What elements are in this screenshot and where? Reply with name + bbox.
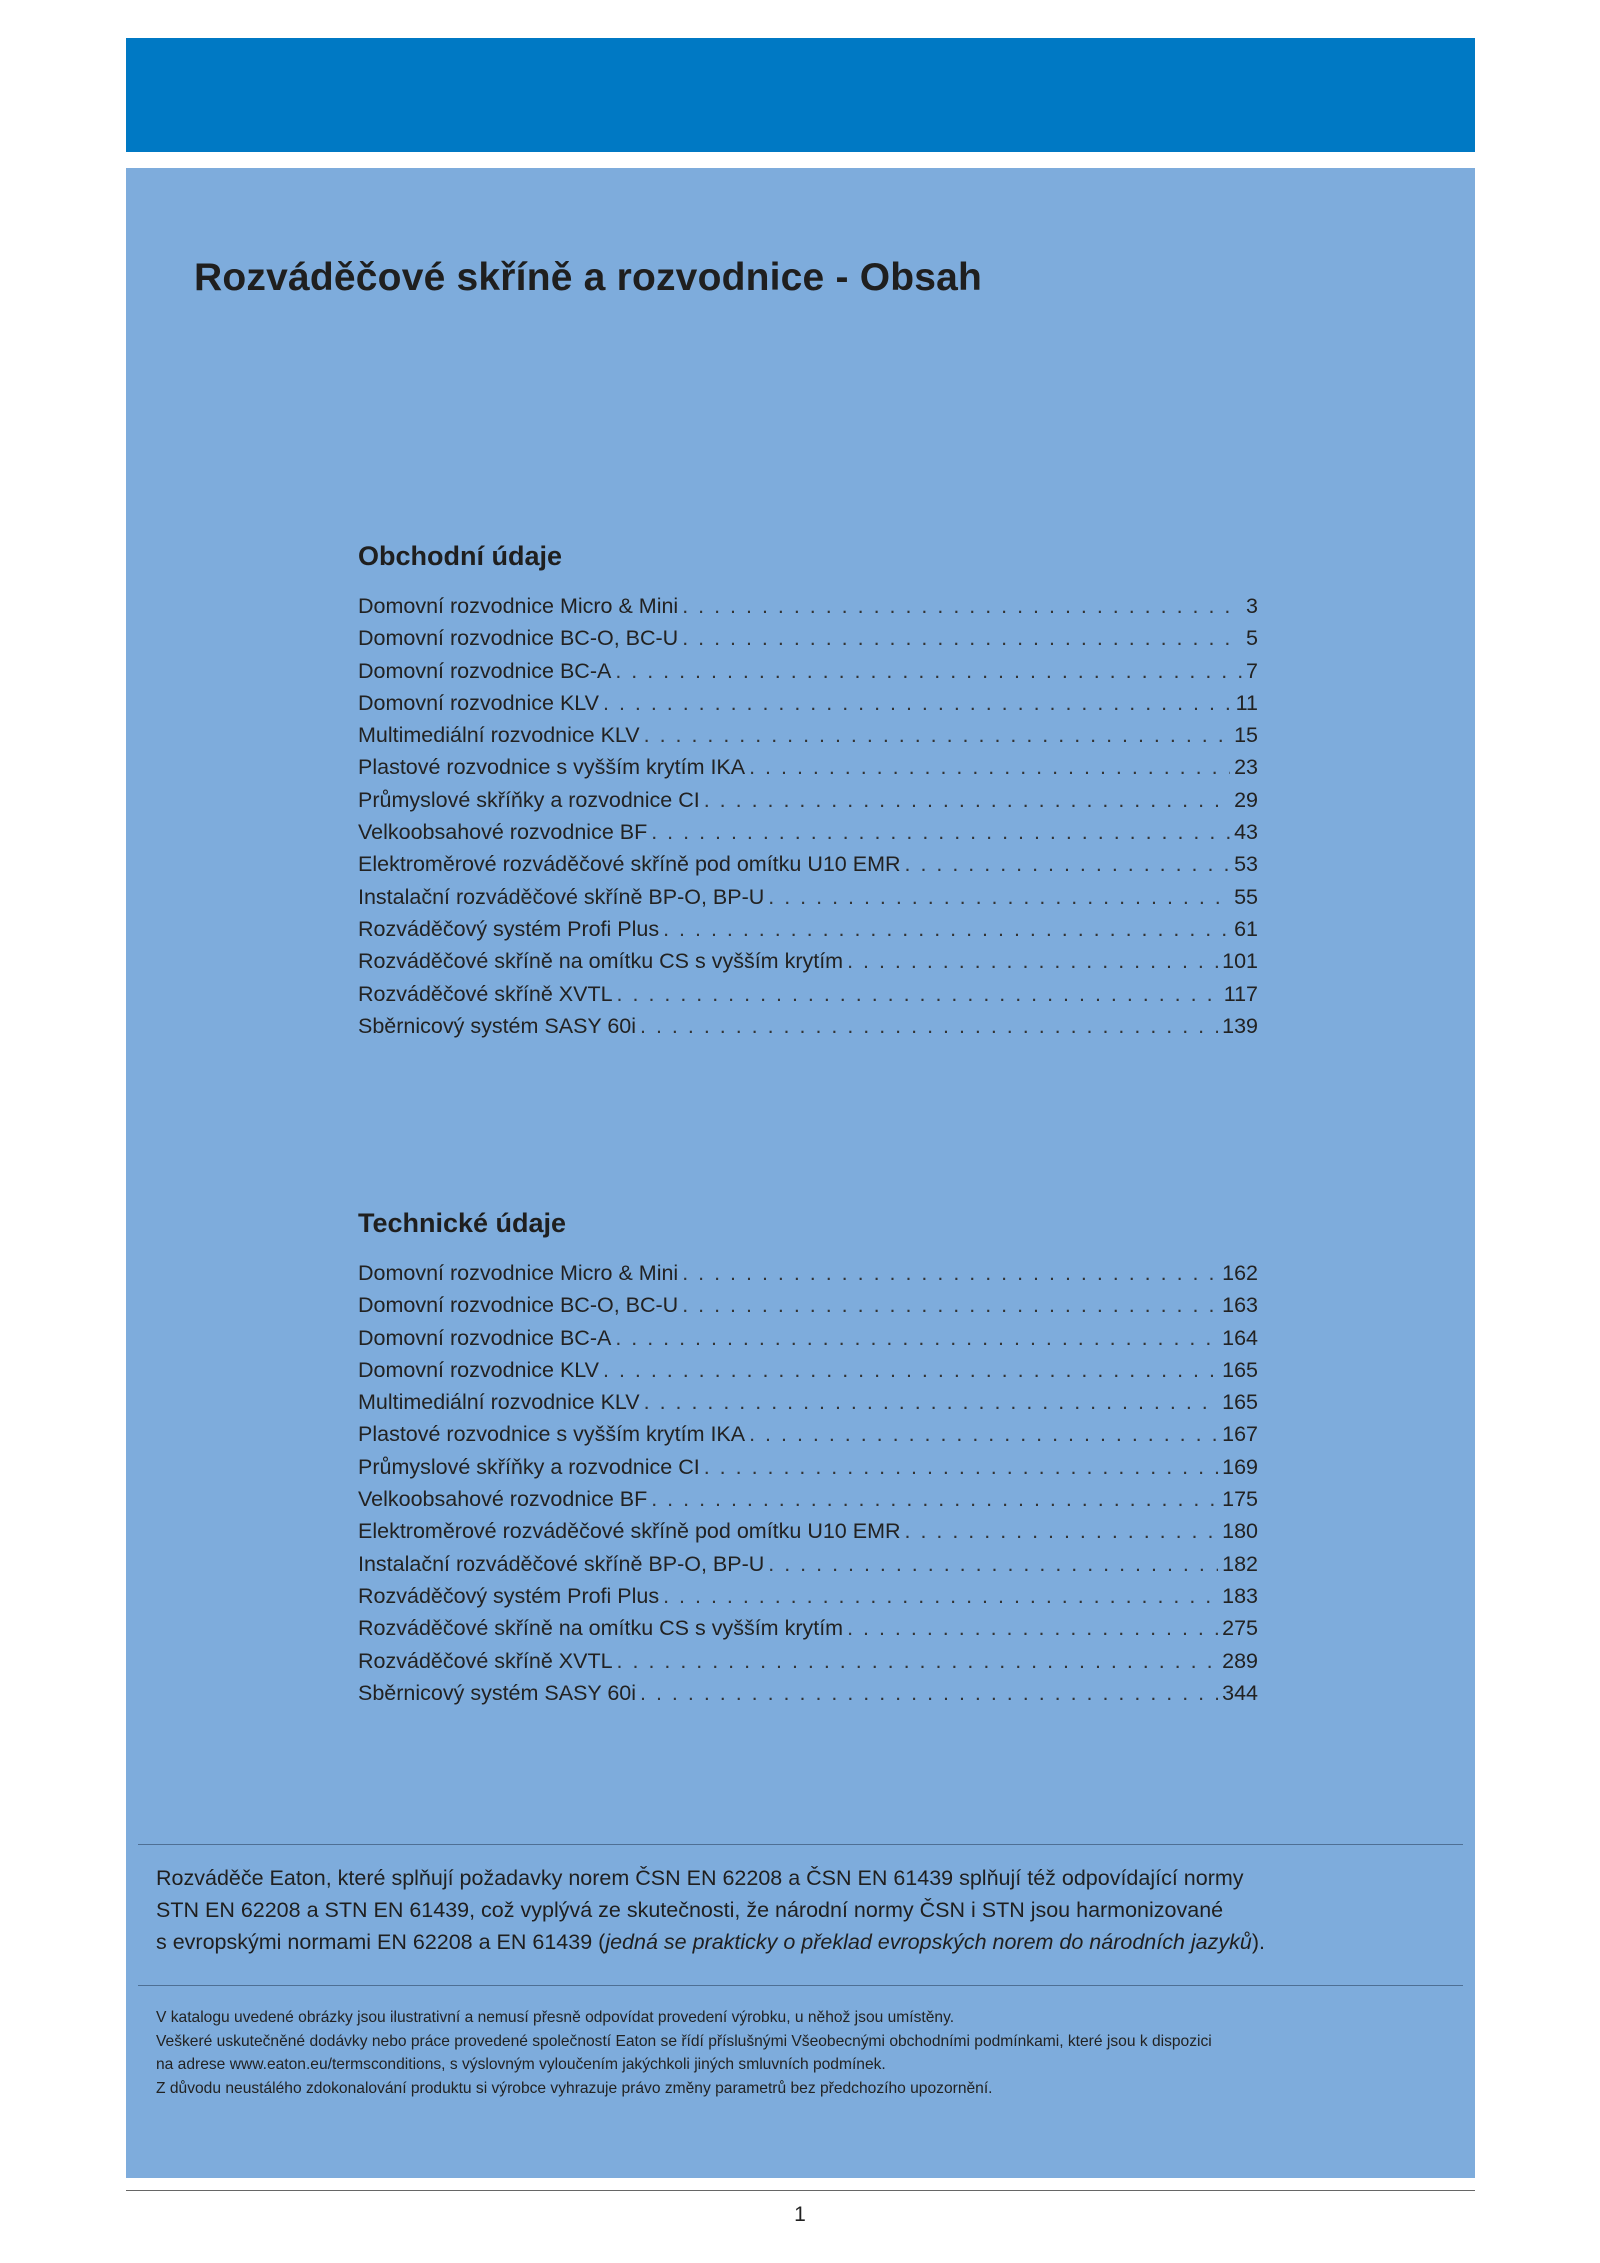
toc-entry[interactable] bbox=[358, 751, 1258, 783]
norms-note-text: s evropskými normami EN 62208 a EN 61439 ( bbox=[156, 1930, 606, 1954]
toc-entry-label: Průmyslové skříňky a rozvodnice CI bbox=[358, 1454, 700, 1479]
toc-entry[interactable] bbox=[358, 1580, 1258, 1612]
norms-note-line bbox=[156, 1926, 1446, 1958]
toc-entry[interactable] bbox=[358, 848, 1258, 880]
toc-entry-page: 162 bbox=[1222, 1261, 1258, 1285]
contents-panel bbox=[126, 168, 1475, 2178]
toc-entry[interactable] bbox=[358, 719, 1258, 751]
toc-entry-label: Plastové rozvodnice s vyšším krytím IKA bbox=[358, 755, 746, 780]
toc-entry[interactable] bbox=[358, 1257, 1258, 1289]
toc-section-technical bbox=[358, 1207, 1258, 1709]
toc-entry-label: Elektroměrové rozváděčové skříně pod omítku U10 EMR bbox=[358, 852, 901, 877]
toc-leader-dots bbox=[847, 1612, 1218, 1644]
toc-entry[interactable] bbox=[358, 945, 1258, 977]
toc-entry-page: 169 bbox=[1222, 1454, 1258, 1479]
toc-entry-page: 165 bbox=[1222, 1357, 1258, 1382]
toc-entry-label: Rozváděčové skříně na omítku CS s vyšším krytím bbox=[358, 1616, 844, 1641]
toc-entry[interactable] bbox=[358, 1451, 1258, 1483]
toc-entry[interactable] bbox=[358, 1483, 1258, 1515]
disclaimer-line: na adrese www.eaton.eu/termsconditions, s výslovným vyloučením jakýchkoli jiných smluvních podmínek. bbox=[156, 2056, 886, 2073]
toc-entry-label: Elektroměrové rozváděčové skříně pod omítku U10 EMR bbox=[358, 1519, 901, 1544]
toc-entry-label: Domovní rozvodnice KLV bbox=[358, 690, 599, 715]
disclaimer-line: V katalogu uvedené obrázky jsou ilustrativní a nemusí přesně odpovídat provedení výrobku, u něhož jsou umístěny. bbox=[156, 2009, 955, 2026]
toc-leader-dots bbox=[640, 1677, 1218, 1709]
toc-entry-label: Rozváděčové skříně XVTL bbox=[358, 981, 613, 1006]
toc-entry-page: 7 bbox=[1246, 658, 1258, 683]
toc-entry-label: Multimediální rozvodnice KLV bbox=[358, 723, 640, 748]
toc-entry-page: 117 bbox=[1223, 981, 1258, 1006]
toc-entry-label: Multimediální rozvodnice KLV bbox=[358, 1390, 640, 1415]
toc-entry-label: Rozváděčový systém Profi Plus bbox=[358, 916, 660, 941]
toc-leader-dots bbox=[663, 1580, 1218, 1612]
toc-entry[interactable] bbox=[358, 1386, 1258, 1418]
toc-leader-dots bbox=[682, 1257, 1218, 1289]
page-number: 1 bbox=[794, 2203, 806, 2226]
toc-leader-dots bbox=[682, 1289, 1218, 1321]
toc-entry-page: 61 bbox=[1234, 916, 1258, 941]
toc-entry-page: 15 bbox=[1234, 723, 1258, 748]
toc-entry-label: Velkoobsahové rozvodnice BF bbox=[358, 1487, 648, 1512]
toc-leader-dots bbox=[682, 590, 1242, 622]
toc-leader-dots bbox=[651, 1483, 1218, 1515]
toc-leader-dots bbox=[617, 978, 1220, 1010]
toc-entry[interactable] bbox=[358, 784, 1258, 816]
toc-entry[interactable] bbox=[358, 1354, 1258, 1386]
norms-note bbox=[156, 1862, 1446, 1958]
toc-leader-dots bbox=[640, 1010, 1218, 1042]
toc-entry[interactable] bbox=[358, 655, 1258, 687]
norms-note-line: Rozváděče Eaton, které splňují požadavky norem ČSN EN 62208 a ČSN EN 61439 splňují též odpovídající normy bbox=[156, 1866, 1244, 1890]
toc-entry[interactable] bbox=[358, 1010, 1258, 1042]
toc-entry-page: 180 bbox=[1222, 1519, 1258, 1544]
toc-leader-dots bbox=[603, 1354, 1218, 1386]
toc-entry-label: Domovní rozvodnice BC-A bbox=[358, 658, 612, 683]
toc-entry[interactable] bbox=[358, 1645, 1258, 1677]
toc-entry-label: Instalační rozváděčové skříně BP-O, BP-U bbox=[358, 1551, 765, 1576]
toc-entry-label: Velkoobsahové rozvodnice BF bbox=[358, 820, 648, 845]
divider-bottom bbox=[138, 1985, 1463, 1986]
toc-entry[interactable] bbox=[358, 816, 1258, 848]
toc-entry-label: Domovní rozvodnice Micro & Mini bbox=[358, 594, 679, 618]
toc-leader-dots bbox=[682, 622, 1242, 654]
toc-entry[interactable] bbox=[358, 1548, 1258, 1580]
toc-leader-dots bbox=[615, 1322, 1218, 1354]
norms-note-text: ). bbox=[1251, 1930, 1265, 1954]
toc-leader-dots bbox=[704, 1451, 1218, 1483]
toc-entry[interactable] bbox=[358, 687, 1258, 719]
toc-entry-page: 163 bbox=[1222, 1293, 1258, 1318]
toc-leader-dots bbox=[651, 816, 1230, 848]
toc-leader-dots bbox=[603, 687, 1232, 719]
toc-leader-dots bbox=[663, 913, 1230, 945]
toc-entry-page: 164 bbox=[1222, 1325, 1258, 1350]
toc-leader-dots bbox=[615, 655, 1242, 687]
toc-entry-label: Domovní rozvodnice BC-A bbox=[358, 1325, 612, 1350]
toc-entry[interactable] bbox=[358, 590, 1258, 622]
toc-entry-label: Rozváděčový systém Profi Plus bbox=[358, 1583, 660, 1608]
toc-entry[interactable] bbox=[358, 978, 1258, 1010]
section-heading-technical: Technické údaje bbox=[358, 1208, 567, 1238]
toc-entry-page: 55 bbox=[1234, 884, 1258, 909]
toc-entry-label: Domovní rozvodnice KLV bbox=[358, 1357, 599, 1382]
toc-entry-page: 5 bbox=[1246, 626, 1258, 651]
toc-list-commercial bbox=[358, 590, 1258, 1042]
toc-entry[interactable] bbox=[358, 913, 1258, 945]
toc-entry-page: 167 bbox=[1222, 1422, 1258, 1447]
toc-entry-page: 53 bbox=[1234, 852, 1258, 877]
toc-entry-page: 175 bbox=[1222, 1487, 1258, 1512]
toc-leader-dots bbox=[768, 881, 1230, 913]
toc-leader-dots bbox=[905, 1515, 1219, 1547]
toc-entry-label: Sběrnicový systém SASY 60i bbox=[358, 1680, 637, 1705]
norms-note-italic: jedná se prakticky o překlad evropských norem do národních jazyků bbox=[605, 1930, 1252, 1954]
toc-entry-page: 23 bbox=[1234, 755, 1258, 780]
toc-list-technical bbox=[358, 1257, 1258, 1709]
toc-entry[interactable] bbox=[358, 1612, 1258, 1644]
toc-leader-dots bbox=[749, 751, 1230, 783]
footer-divider bbox=[126, 2190, 1475, 2191]
toc-entry[interactable] bbox=[358, 1289, 1258, 1321]
toc-entry-page: 43 bbox=[1234, 820, 1258, 845]
toc-leader-dots bbox=[644, 1386, 1219, 1418]
toc-entry[interactable] bbox=[358, 1322, 1258, 1354]
toc-entry-page: 275 bbox=[1222, 1616, 1258, 1641]
toc-entry-label: Domovní rozvodnice BC-O, BC-U bbox=[358, 626, 679, 651]
toc-entry-page: 139 bbox=[1222, 1013, 1258, 1038]
toc-entry-page: 289 bbox=[1222, 1648, 1258, 1673]
toc-leader-dots bbox=[617, 1645, 1219, 1677]
toc-entry[interactable] bbox=[358, 1418, 1258, 1450]
toc-leader-dots bbox=[704, 784, 1230, 816]
disclaimer-line: Veškeré uskutečněné dodávky nebo práce provedené společností Eaton se řídí příslušnými Všeobecnými obchodními podmínkami, které jsou k dispozici bbox=[156, 2032, 1212, 2050]
toc-entry-page: 344 bbox=[1222, 1680, 1258, 1705]
disclaimer-line: Z důvodu neustálého zdokonalování produktu si výrobce vyhrazuje právo změny parametrů bez předchozího upozornění. bbox=[156, 2079, 993, 2097]
disclaimer bbox=[156, 2006, 1456, 2100]
toc-entry-page: 29 bbox=[1234, 787, 1258, 812]
page-title: Rozváděčové skříně a rozvodnice - Obsah bbox=[194, 256, 983, 299]
toc-entry-page: 165 bbox=[1222, 1390, 1258, 1415]
header-color-bar bbox=[126, 38, 1475, 152]
toc-leader-dots bbox=[644, 719, 1230, 751]
toc-entry[interactable] bbox=[358, 881, 1258, 913]
toc-leader-dots bbox=[847, 945, 1218, 977]
section-heading-commercial: Obchodní údaje bbox=[358, 541, 563, 571]
toc-entry-label: Plastové rozvodnice s vyšším krytím IKA bbox=[358, 1422, 746, 1447]
toc-entry-label: Domovní rozvodnice Micro & Mini bbox=[358, 1261, 679, 1285]
toc-leader-dots bbox=[905, 848, 1231, 880]
toc-entry-label: Rozváděčové skříně XVTL bbox=[358, 1648, 613, 1673]
toc-entry[interactable] bbox=[358, 1515, 1258, 1547]
toc-section-commercial bbox=[358, 540, 1258, 1042]
toc-entry-label: Instalační rozváděčové skříně BP-O, BP-U bbox=[358, 884, 765, 909]
toc-entry-label: Průmyslové skříňky a rozvodnice CI bbox=[358, 787, 700, 812]
toc-leader-dots bbox=[749, 1418, 1218, 1450]
toc-entry[interactable] bbox=[358, 1677, 1258, 1709]
toc-entry[interactable] bbox=[358, 622, 1258, 654]
divider-top bbox=[138, 1844, 1463, 1845]
toc-entry-page: 3 bbox=[1246, 594, 1258, 618]
toc-entry-label: Rozváděčové skříně na omítku CS s vyšším krytím bbox=[358, 949, 844, 974]
toc-entry-page: 182 bbox=[1222, 1551, 1258, 1576]
toc-leader-dots bbox=[768, 1548, 1218, 1580]
toc-entry-page: 183 bbox=[1222, 1583, 1258, 1608]
toc-entry-label: Domovní rozvodnice BC-O, BC-U bbox=[358, 1293, 679, 1318]
toc-entry-label: Sběrnicový systém SASY 60i bbox=[358, 1013, 637, 1038]
toc-entry-page: 101 bbox=[1222, 949, 1258, 974]
toc-entry-page: 11 bbox=[1235, 690, 1258, 715]
norms-note-line: STN EN 62208 a STN EN 61439, což vyplývá ze skutečnosti, že národní normy ČSN i STN jsou harmonizované bbox=[156, 1898, 1224, 1922]
